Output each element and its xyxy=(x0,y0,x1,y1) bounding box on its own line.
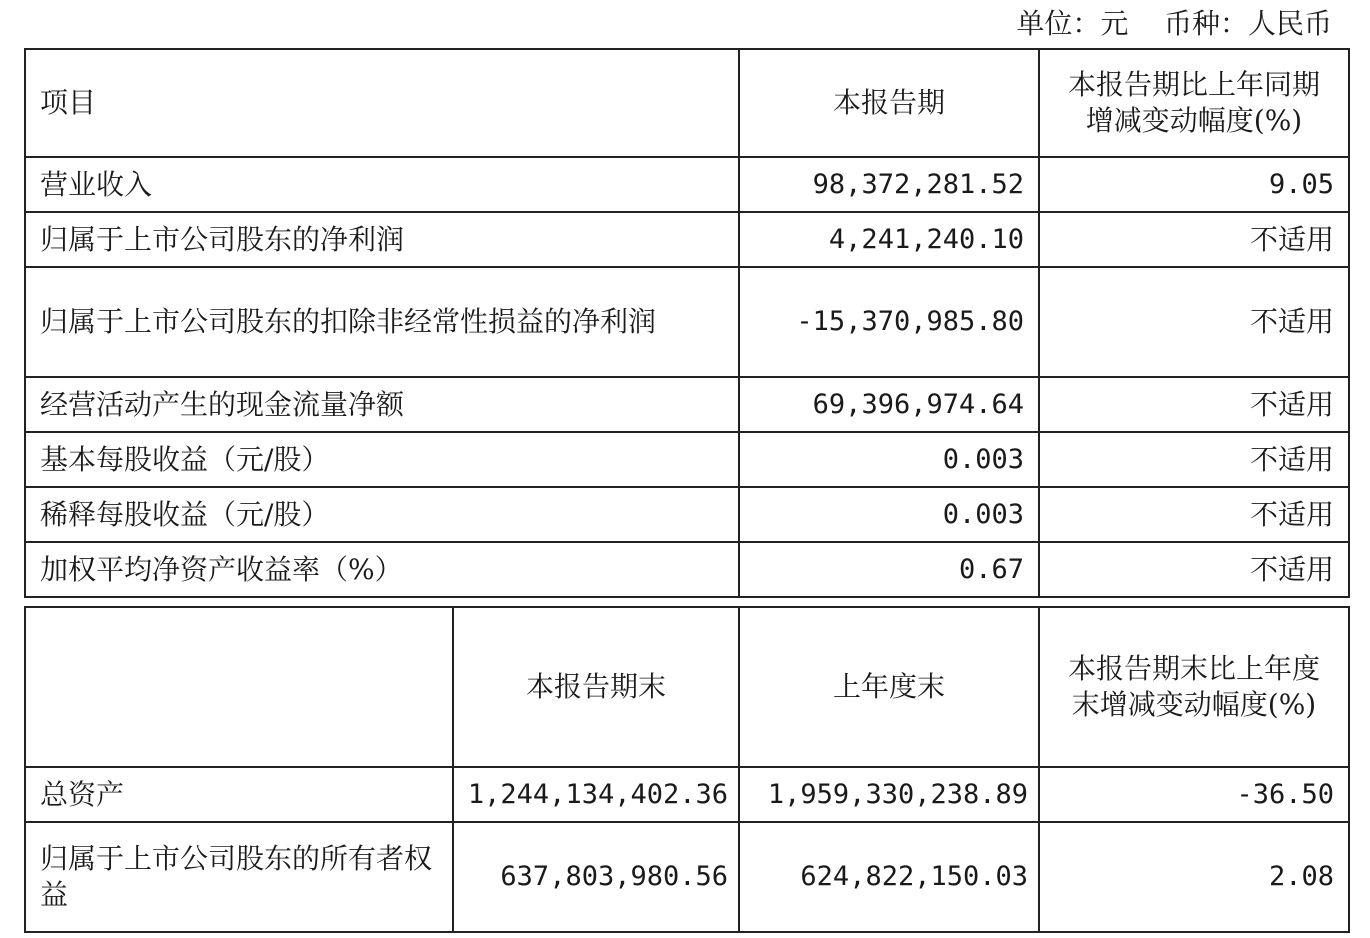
row-change-value: 2.08 xyxy=(1039,822,1349,932)
header-item xyxy=(25,607,453,767)
financial-table-period-end xyxy=(24,606,1350,933)
row-prior-value: 624,822,150.03 xyxy=(739,822,1039,932)
row-label: 总资产 xyxy=(25,767,453,822)
row-current-value: 0.003 xyxy=(739,432,1039,487)
header-period-end: 本报告期末 xyxy=(453,607,739,767)
table-row xyxy=(25,542,1349,597)
row-label: 归属于上市公司股东的所有者权益 xyxy=(25,822,453,932)
header-prior-year-end: 上年度末 xyxy=(739,607,1039,767)
row-change-value: 不适用 xyxy=(1039,377,1349,432)
table-row xyxy=(25,767,1349,822)
row-label: 归属于上市公司股东的净利润 xyxy=(25,212,739,267)
row-label: 基本每股收益（元/股） xyxy=(25,432,739,487)
financial-table-period xyxy=(24,48,1350,598)
row-label: 经营活动产生的现金流量净额 xyxy=(25,377,739,432)
header-current-period: 本报告期 xyxy=(739,49,1039,157)
table-row xyxy=(25,822,1349,932)
unit-currency-note: 单位：元 币种：人民币 xyxy=(1016,7,1332,40)
row-current-value: 4,241,240.10 xyxy=(739,212,1039,267)
row-label: 稀释每股收益（元/股） xyxy=(25,487,739,542)
row-current-value: 637,803,980.56 xyxy=(453,822,739,932)
row-current-value: 0.67 xyxy=(739,542,1039,597)
table-row xyxy=(25,157,1349,212)
row-label: 归属于上市公司股东的扣除非经常性损益的净利润 xyxy=(25,267,739,377)
row-current-value: 98,372,281.52 xyxy=(739,157,1039,212)
table-row xyxy=(25,432,1349,487)
table-row xyxy=(25,377,1349,432)
row-change-value: -36.50 xyxy=(1039,767,1349,822)
table-header-row xyxy=(25,49,1349,157)
header-change: 本报告期末比上年度末增减变动幅度(%) xyxy=(1039,607,1349,767)
row-change-value: 不适用 xyxy=(1039,542,1349,597)
header-item: 项目 xyxy=(25,49,739,157)
row-current-value: 69,396,974.64 xyxy=(739,377,1039,432)
row-change-value: 不适用 xyxy=(1039,267,1349,377)
row-label: 营业收入 xyxy=(25,157,739,212)
row-change-value: 不适用 xyxy=(1039,212,1349,267)
row-change-value: 不适用 xyxy=(1039,487,1349,542)
row-change-value: 9.05 xyxy=(1039,157,1349,212)
table-header-row xyxy=(25,607,1349,767)
table-row xyxy=(25,267,1349,377)
row-label: 加权平均净资产收益率（%） xyxy=(25,542,739,597)
header-yoy-change: 本报告期比上年同期增减变动幅度(%) xyxy=(1039,49,1349,157)
row-change-value: 不适用 xyxy=(1039,432,1349,487)
row-prior-value: 1,959,330,238.89 xyxy=(739,767,1039,822)
row-current-value: 1,244,134,402.36 xyxy=(453,767,739,822)
table-row xyxy=(25,212,1349,267)
row-current-value: -15,370,985.80 xyxy=(739,267,1039,377)
table-row xyxy=(25,487,1349,542)
row-current-value: 0.003 xyxy=(739,487,1039,542)
